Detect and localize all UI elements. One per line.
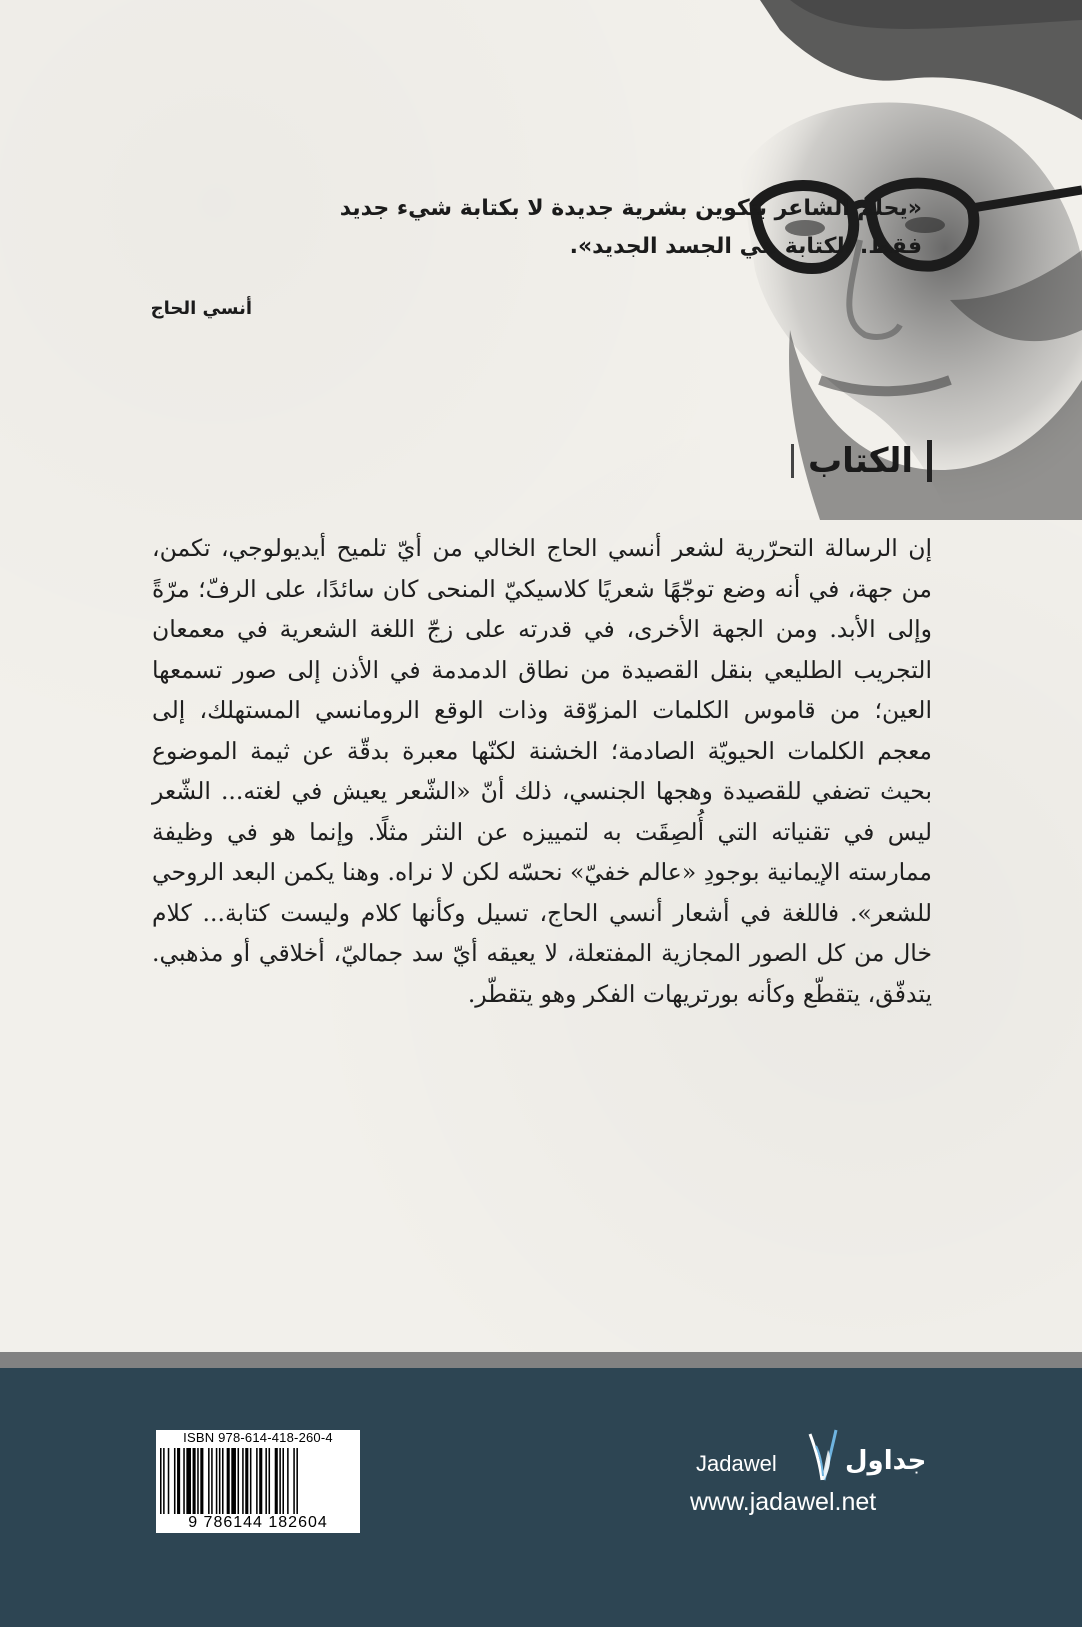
barcode-bar <box>177 1448 180 1514</box>
barcode-bar <box>275 1448 278 1514</box>
barcode-bar <box>293 1448 295 1514</box>
publisher-url: www.jadawel.net <box>690 1488 877 1516</box>
barcode-bar <box>250 1448 252 1514</box>
barcode-bar <box>160 1448 162 1514</box>
barcode-bar <box>186 1448 191 1514</box>
barcode-bar <box>216 1448 218 1514</box>
section-title: الكتاب <box>807 441 913 481</box>
barcode-bar <box>242 1448 244 1514</box>
footer-stripe <box>0 1352 1082 1368</box>
barcode-bar <box>222 1448 224 1514</box>
barcode-bar <box>197 1448 199 1514</box>
publisher-name-latin: Jadawel <box>696 1451 777 1476</box>
heading-bar-left <box>791 444 794 478</box>
barcode-bar <box>256 1448 258 1514</box>
barcode-bar <box>265 1448 267 1514</box>
barcode-bar <box>238 1448 240 1514</box>
barcode-bar <box>279 1448 281 1514</box>
barcode-bar <box>200 1448 203 1514</box>
barcode-bar <box>211 1448 213 1514</box>
heading-bar-right <box>927 440 932 482</box>
barcode-bar <box>163 1448 165 1514</box>
barcode-bar <box>269 1448 271 1514</box>
publisher-name-arabic: جداول <box>845 1446 927 1476</box>
barcode-bar <box>193 1448 196 1514</box>
barcode-bar <box>296 1448 298 1514</box>
epigraph-line-1: «يحلم الشاعر بتكوين بشرية جديدة لا بكتابة شيء جديد <box>339 196 922 221</box>
epigraph-line-2: فقط. الكتابة هي الجسد الجديد». <box>569 234 922 259</box>
epigraph-quote <box>222 190 922 266</box>
barcode-bar <box>168 1448 170 1514</box>
barcode-bar <box>259 1448 262 1514</box>
barcode-bar <box>287 1448 289 1514</box>
barcode-bar <box>174 1448 176 1514</box>
isbn-barcode <box>156 1430 360 1533</box>
description-paragraph: إن الرسالة التحرّرية لشعر أنسي الحاج الخالي من أيّ تلميح أيديولوجي، تكمن، من جهة، في أنه وضع توجّهًا شعريًا كلاسيكيّ المنحى كان سائدًا، على الرفّ؛ مرّةً وإلى الأبد. ومن الجهة الأخرى، في قدرته على زجّ اللغة الشعرية في معمعان التجريب الطليعي بنقل القصيدة من نطاق الدمدمة في الأذن إلى صور تسمعها العين؛ من قاموس الكلمات المزوّقة وذات الوقع الرومانسي المستهلك، إلى معجم الكلمات الحيويّة الصادمة؛ الخشنة لكنّها معبرة بدقّة عن ثيمة الموضوع بحيث تضفي للقصيدة وهجها الجنسي، ذلك أنّ «الشّعر يعيش في لغته... الشّعر ليس في تقنياته التي أُلصِقَت به لتمييزه عن النثر مثلًا. وإنما هو في وظيفة ممارسته الإيمانية بوجودِ «عالم خفيّ» نحسّه لكن لا نراه. وهنا يكمن البعد الروحي للشعر». فاللغة في أشعار أنسي الحاج، تسيل وكأنها كلام وليست كتابة... كلام خال من كل الصور المجازية المفتعلة، لا يعيقه أيّ سد جماليّ، أخلاقي أو مذهبي. يتدفّق، يتقطّع وكأنه بورتريهات الفكر وهو يتقطّر. <box>152 534 932 1008</box>
ean-digits: 9 786144 182604 <box>188 1514 328 1531</box>
barcode-bar <box>227 1448 230 1514</box>
section-heading <box>791 440 932 482</box>
publisher-leaf-icon <box>802 1428 846 1484</box>
barcode-bar <box>231 1448 236 1514</box>
barcode-bar <box>208 1448 210 1514</box>
epigraph-author: أنسي الحاج <box>150 298 252 319</box>
barcode-bar <box>183 1448 185 1514</box>
barcode-bars <box>160 1448 356 1514</box>
barcode-bar <box>282 1448 284 1514</box>
barcode-bar <box>245 1448 248 1514</box>
barcode-bar <box>219 1448 221 1514</box>
book-description <box>152 528 932 1014</box>
isbn-label: ISBN 978-614-418-260-4 <box>183 1430 333 1445</box>
